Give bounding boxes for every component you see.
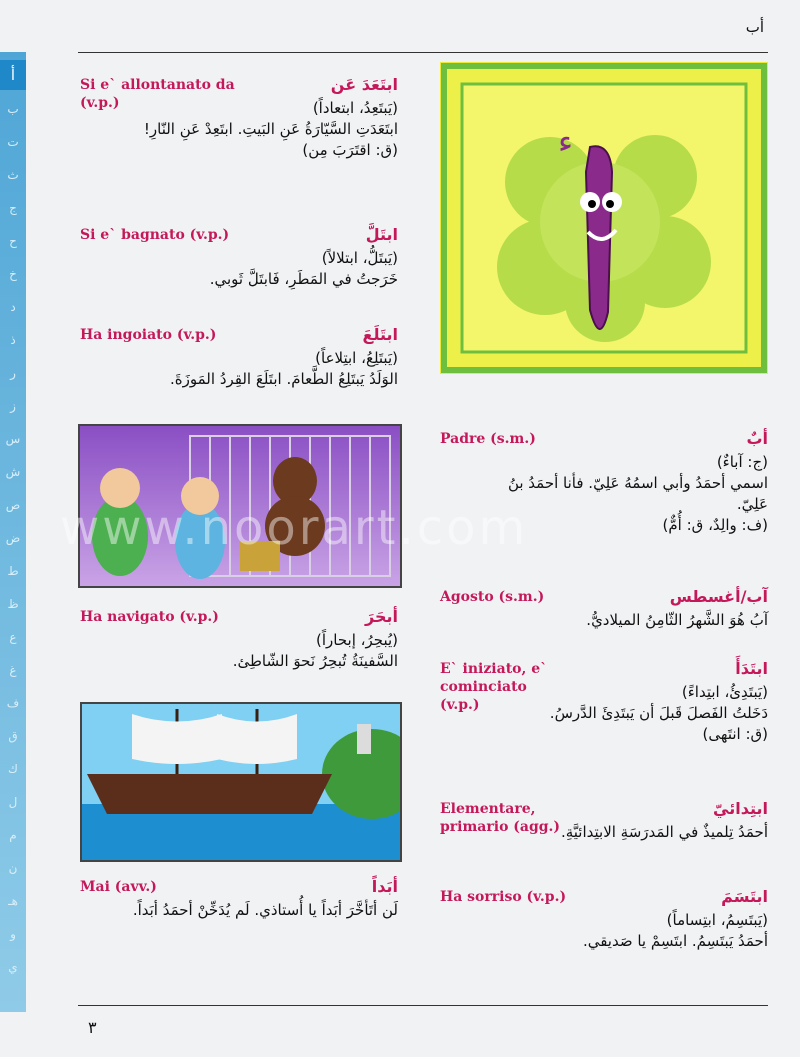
entry-headword: ابتِدائيّ xyxy=(713,799,768,818)
page-number: ٣ xyxy=(88,1018,97,1037)
thumb-index-letter[interactable]: ج xyxy=(9,201,17,215)
entry-text-line: (يُبحِرُ، إبحاراً) xyxy=(316,631,398,649)
thumb-index-letter[interactable]: ع xyxy=(9,630,17,644)
thumb-index-letter[interactable]: ز xyxy=(10,399,16,413)
thumb-index-letter[interactable]: خ xyxy=(9,267,17,281)
footer-rule xyxy=(78,1005,768,1006)
thumb-index-letter[interactable]: س xyxy=(5,432,21,446)
entry-headword: ابتَسَمَ xyxy=(721,887,768,906)
entry-text-line: آبُ هُوَ الشَّهرُ الثّامِنُ الميلاديُّ. xyxy=(586,611,768,629)
entry-italian-translation: Si e` allontanato da (v.p.) xyxy=(80,77,235,111)
entry-text-line: (يَبتَسِمُ، ابتِساماً) xyxy=(666,911,768,929)
letter-tile-svg xyxy=(440,62,768,374)
entry-headword: ابتَعَدَ عَن xyxy=(330,75,398,94)
page-header-title: أب xyxy=(745,18,764,36)
thumb-index-letter[interactable]: ل xyxy=(8,795,18,809)
ship-scene-svg xyxy=(82,704,400,860)
entry-text-line: (يَبتَلُّ، ابتلالاً) xyxy=(321,249,398,267)
thumb-index-letter[interactable]: ت xyxy=(7,135,19,149)
entry-text-line: (ق: اقتَرَبَ مِن) xyxy=(302,141,398,159)
thumb-index-letter[interactable]: ك xyxy=(8,762,18,776)
entry-text-line: (ج: آباءٌ) xyxy=(716,453,768,471)
entry-text-line: (يَبتَلِعُ، ابتِلاعاً) xyxy=(315,349,398,367)
thumb-index-letter[interactable]: م xyxy=(9,828,17,842)
watermark: www.noorart.com xyxy=(60,500,529,556)
thumb-index-letter[interactable]: ح xyxy=(9,234,17,248)
thumb-index-letter[interactable]: ض xyxy=(5,531,21,545)
thumb-index-letter[interactable]: هـ xyxy=(8,894,18,908)
entry-text-line: لَن أتَأخَّرَ أبَداً يا أُستاذي. لَم يُدَخِّنْ أحمَدُ أبَداً. xyxy=(132,901,398,919)
thumb-index-letter[interactable]: ظ xyxy=(7,597,19,611)
entry-italian-translation: Ha ingoiato (v.p.) xyxy=(80,327,217,343)
entry-text-line: خَرَجتُ في المَطَرِ، فَابتَلَّ ثَوبي. xyxy=(209,270,398,288)
thumb-index-letter[interactable]: ط xyxy=(7,564,19,578)
entry-text-line: أحمَدُ تِلميذٌ في المَدرَسَةِ الابتِدائيَّةِ. xyxy=(560,823,768,841)
entry-italian-translation: Si e` bagnato (v.p.) xyxy=(80,227,230,243)
entry-text-line: السَّفينَةُ تُبحِرُ نَحوَ الشّاطِئ. xyxy=(232,652,398,670)
entry-text-line: دَخَلتُ الفَصلَ قَبلَ أن يَبتَدِئَ الدَّرسُ. xyxy=(549,704,768,722)
entry-text-line: عَلِيّ. xyxy=(736,495,768,513)
thumb-index-letter[interactable]: ف xyxy=(6,696,20,710)
entry-text-line: ابتَعَدَتِ السَّيّارَةُ عَنِ البَيتِ. ابتَعِدْ عَنِ النّارِ! xyxy=(143,120,398,138)
entry-italian-translation: Ha sorriso (v.p.) xyxy=(440,889,567,905)
entry-text-line: اسمي أحمَدُ وأبي اسمُهُ عَلِيّ. فأنا أحمَدُ بنُ xyxy=(507,474,768,492)
entry-headword: أبحَرَ xyxy=(365,607,398,626)
thumb-index-letter[interactable]: ر xyxy=(10,366,16,380)
entry-italian-translation: Padre (s.m.) xyxy=(440,431,536,447)
hamza-mark: ء xyxy=(558,122,574,160)
thumb-index-letter[interactable]: ي xyxy=(8,960,18,974)
entry-text-line: (يَبتَدِئُ، ابتِداءً) xyxy=(681,683,768,701)
thumb-index-letter[interactable]: ب xyxy=(7,102,19,116)
entry-headword: أبٌ xyxy=(746,429,768,448)
thumb-index-letter[interactable]: غ xyxy=(9,663,17,677)
entry-italian-translation: E` iniziato, e` cominciato (v.p.) xyxy=(440,661,548,713)
letter-alif-illustration xyxy=(440,62,768,374)
entry-text-line: (ف: والِدٌ، ق: أُمٌّ) xyxy=(662,516,768,534)
entry-headword: أبَداً xyxy=(371,877,398,896)
thumb-index-letter[interactable]: ث xyxy=(7,168,19,182)
entry-headword: ابتَلَّ xyxy=(365,225,398,244)
entry-text-line: (يَبتَعِدُ، ابتعاداً) xyxy=(312,99,398,117)
ship-illustration xyxy=(80,702,402,862)
entry-headword: آب/أغسطس xyxy=(669,587,768,606)
entry-italian-translation: Ha navigato (v.p.) xyxy=(80,609,219,625)
entry-headword: ابتَدَأَ xyxy=(735,659,768,678)
entry-italian-translation: Agosto (s.m.) xyxy=(440,589,545,605)
active-letter-tab[interactable]: أ xyxy=(0,60,26,90)
thumb-index-letter[interactable]: ق xyxy=(8,729,18,743)
thumb-index-letter[interactable]: ص xyxy=(5,498,21,512)
thumb-index-letter[interactable]: ش xyxy=(5,465,21,479)
alphabet-thumb-index xyxy=(0,52,26,1012)
thumb-index-letter[interactable]: د xyxy=(10,300,16,314)
entry-italian-translation: Elementare, primario (agg.) xyxy=(440,801,561,835)
entry-text-line: أحمَدُ يَبتَسِمُ. ابتَسِمْ يا صَديقي. xyxy=(582,932,768,950)
entry-text-line: (ق: انتَهى) xyxy=(702,725,768,743)
entry-headword: ابتَلَعَ xyxy=(362,325,398,344)
entry-italian-translation: Mai (avv.) xyxy=(80,879,157,895)
thumb-index-letter[interactable]: ذ xyxy=(10,333,16,347)
thumb-index-letter[interactable]: و xyxy=(10,927,16,941)
header-rule xyxy=(78,52,768,53)
thumb-index-letter[interactable]: ن xyxy=(8,861,18,875)
entry-text-line: الوَلَدُ يَبتَلِعُ الطَّعامَ. ابتَلَعَ القِردُ المَوزَةَ. xyxy=(170,370,398,388)
